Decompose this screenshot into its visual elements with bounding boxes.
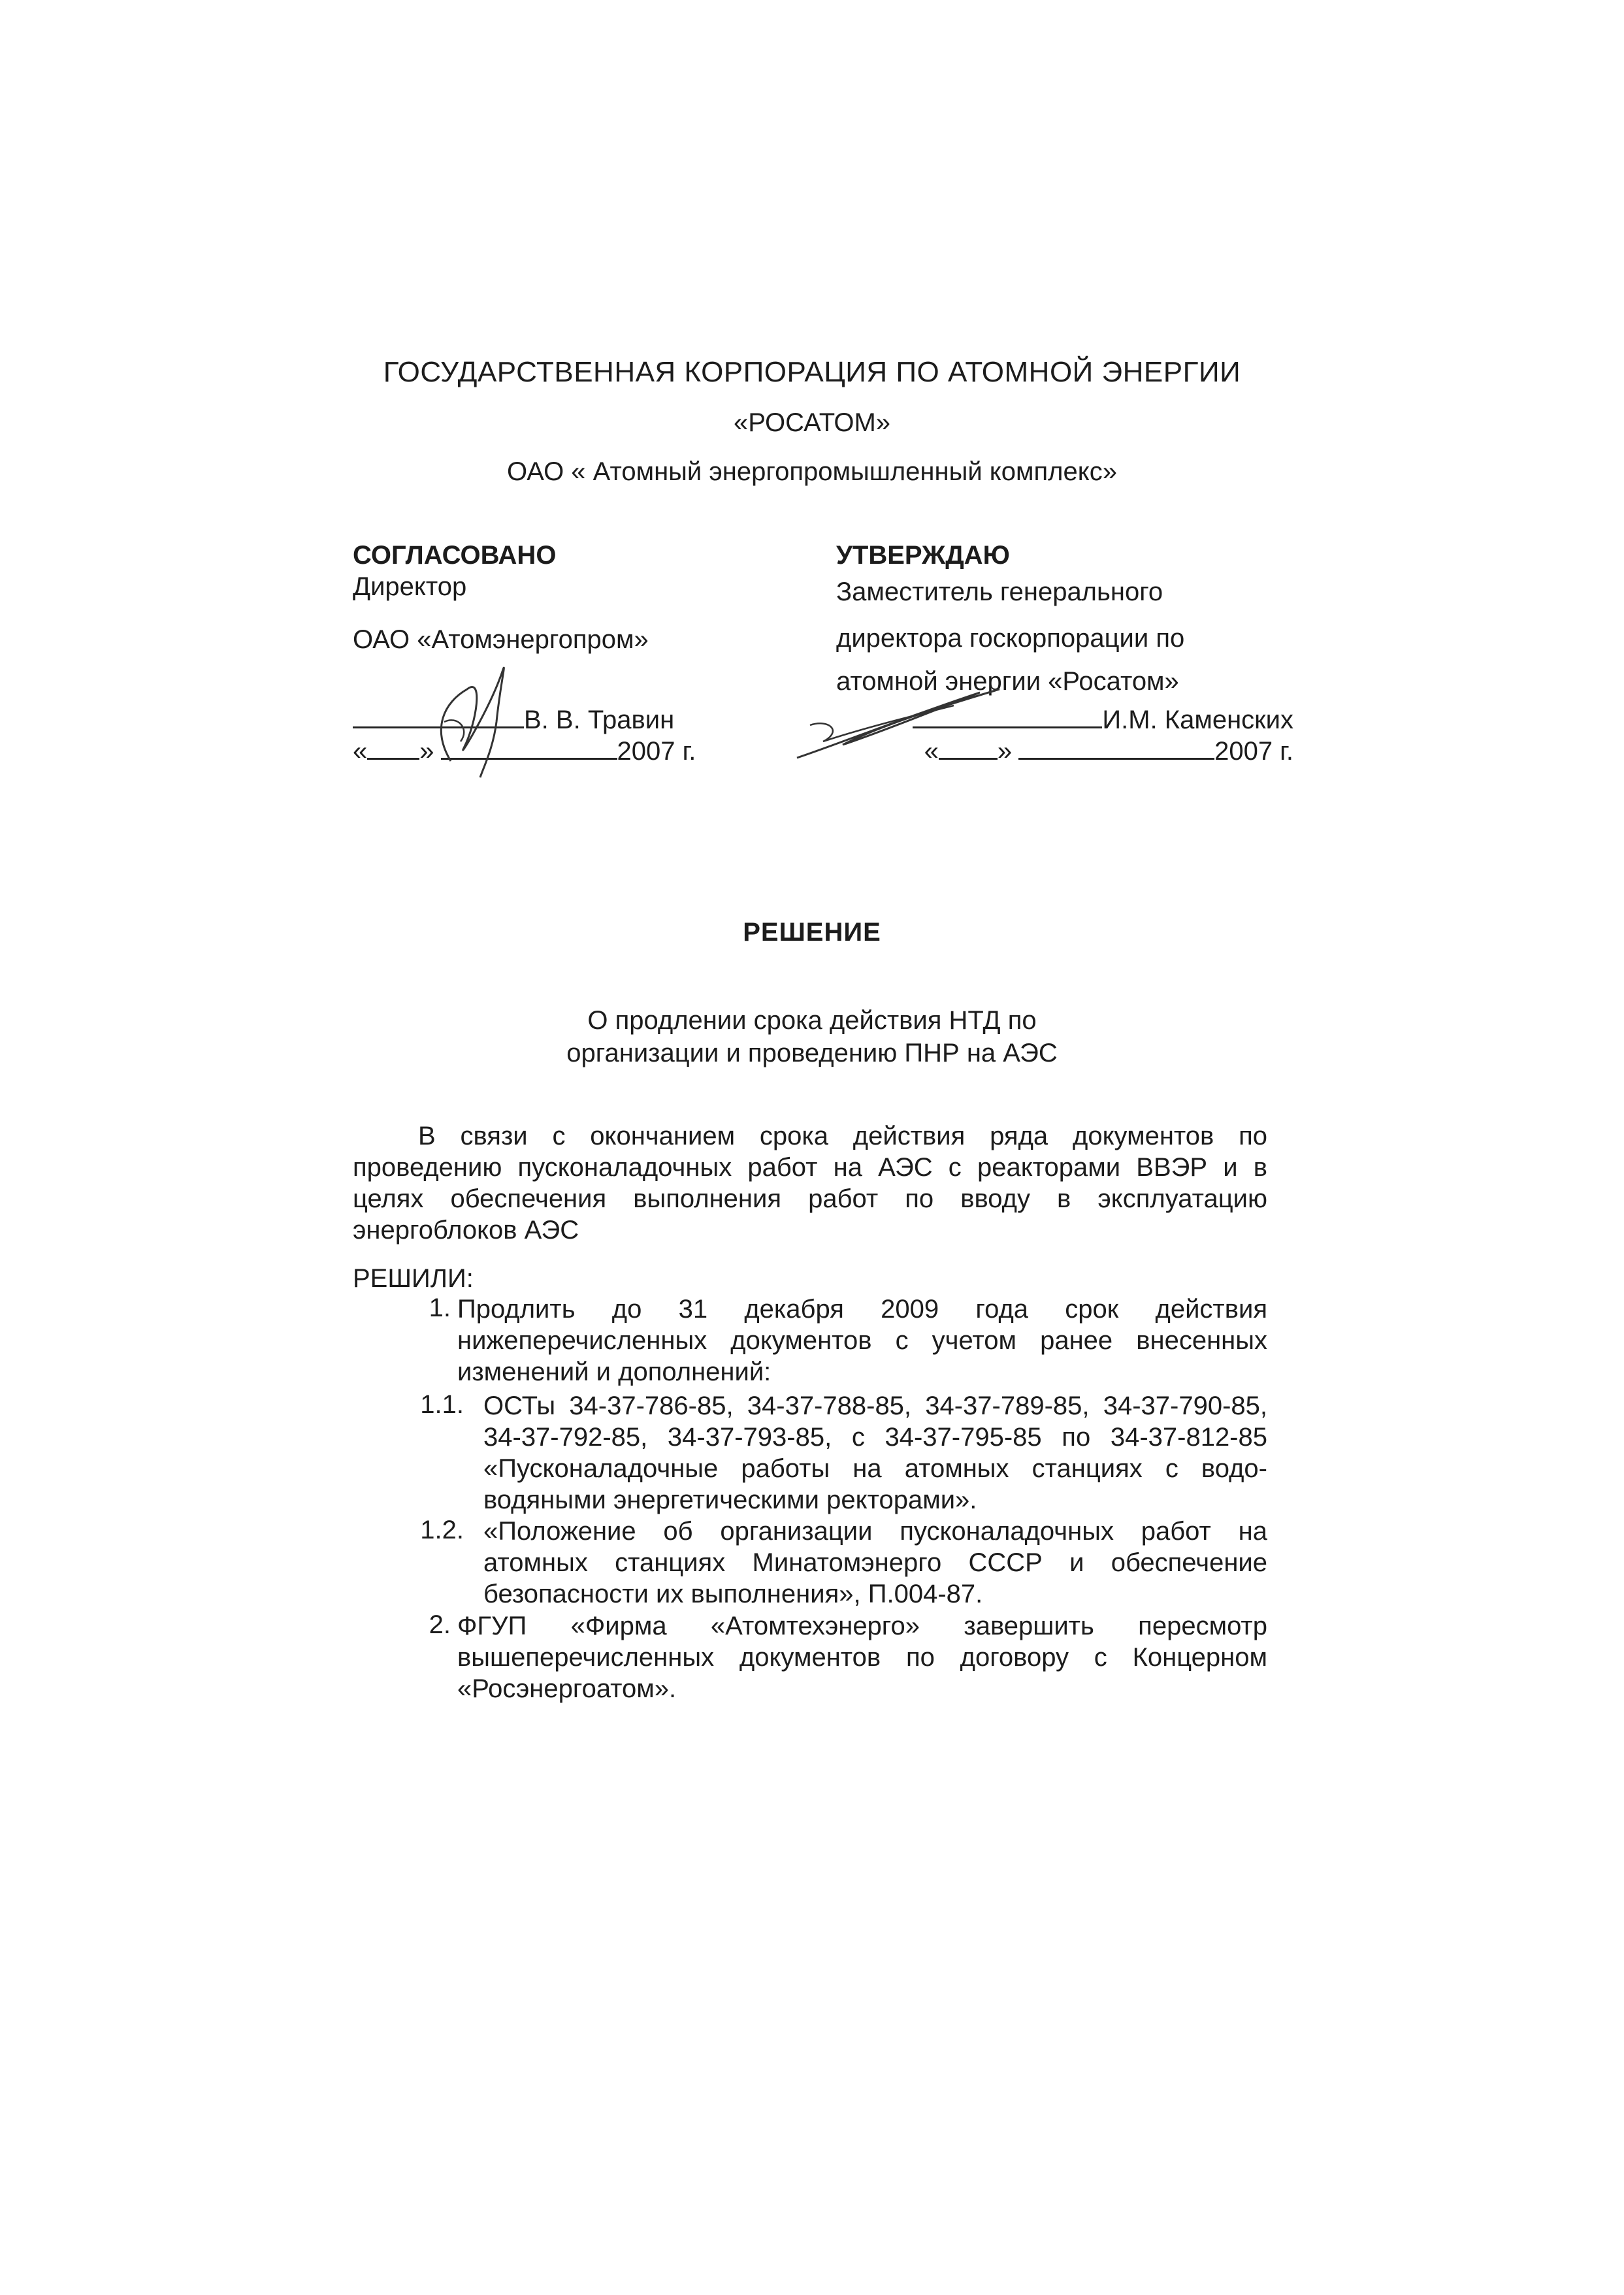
approved-signer-name: И.М. Каменских [1102,706,1293,734]
item-text: Продлить до 31 декабря 2009 года срок действия нижеперечисленных документов с учетом ранее внесенных изменений и дополнений: [457,1295,1267,1386]
decision-subtitle-line2: организации и проведению ПНР на АЭС [566,1039,1058,1067]
corporation-short-name: «РОСАТОМ» [733,408,891,437]
approved-date-line: « » 2007 г. [924,737,1293,766]
item-text: «Положение об организации пусконаладочных работ на атомных станциях Минатомэнерго СССР и обеспечение безопасности их выполнения», П.004-87. [483,1517,1267,1608]
item-number: 1.2. [420,1516,464,1544]
resolved-label: РЕШИЛИ: [353,1264,474,1293]
approved-year: 2007 г. [1214,737,1293,766]
agreed-title: СОГЛАСОВАНО [353,541,557,570]
decision-title: РЕШЕНИЕ [743,918,881,947]
corporation-name: ГОСУДАРСТВЕННАЯ КОРПОРАЦИЯ ПО АТОМНОЙ ЭНЕРГИИ [383,356,1241,388]
intro-paragraph: В связи с окончанием срока действия ряда документов по проведению пусконаладочных работ на АЭС с реакторами ВВЭР и в целях обеспечения выполнения работ по вводу в эксплуатацию энергоблоков АЭС [353,1122,1267,1245]
company-name: ОАО « Атомный энергопромышленный комплекс» [507,457,1117,486]
item-text: ФГУП «Фирма «Атомтехэнерго» завершить пересмотр вышеперечисленных документов по договору с Концерном «Росэнергоатом». [457,1612,1267,1703]
agreed-signer-name: В. В. Травин [524,706,675,734]
agreed-date-line: « » 2007 г. [353,737,696,766]
approved-line1: Заместитель генерального [836,578,1163,606]
agreed-block [353,541,758,662]
agreed-position: Директор [353,572,467,601]
approved-line3: атомной энергии «Росатом» [836,667,1179,696]
item-number: 1.1. [420,1390,464,1419]
approved-line2: директора госкорпорации по [836,624,1185,653]
travin-signature [405,650,529,781]
agreed-org: ОАО «Атомэнергопром» [353,625,649,654]
decision-subtitle-line1: О продлении срока действия НТД по [587,1006,1037,1035]
agreed-year: 2007 г. [617,737,696,766]
item-number: 1. [429,1294,451,1322]
kamenskikh-signature [784,679,1019,771]
approved-title: УТВЕРЖДАЮ [836,541,1010,570]
item-number: 2. [429,1610,451,1639]
item-text: ОСТы 34-37-786-85, 34-37-788-85, 34-37-789-85, 34-37-790-85, 34-37-792-85, 34-37-793-85, с 34-37-795-85 по 34-37-812-85 «Пусконаладочные работы на атомных станциях с водо-водяными энергетическими ректорами». [483,1392,1267,1514]
